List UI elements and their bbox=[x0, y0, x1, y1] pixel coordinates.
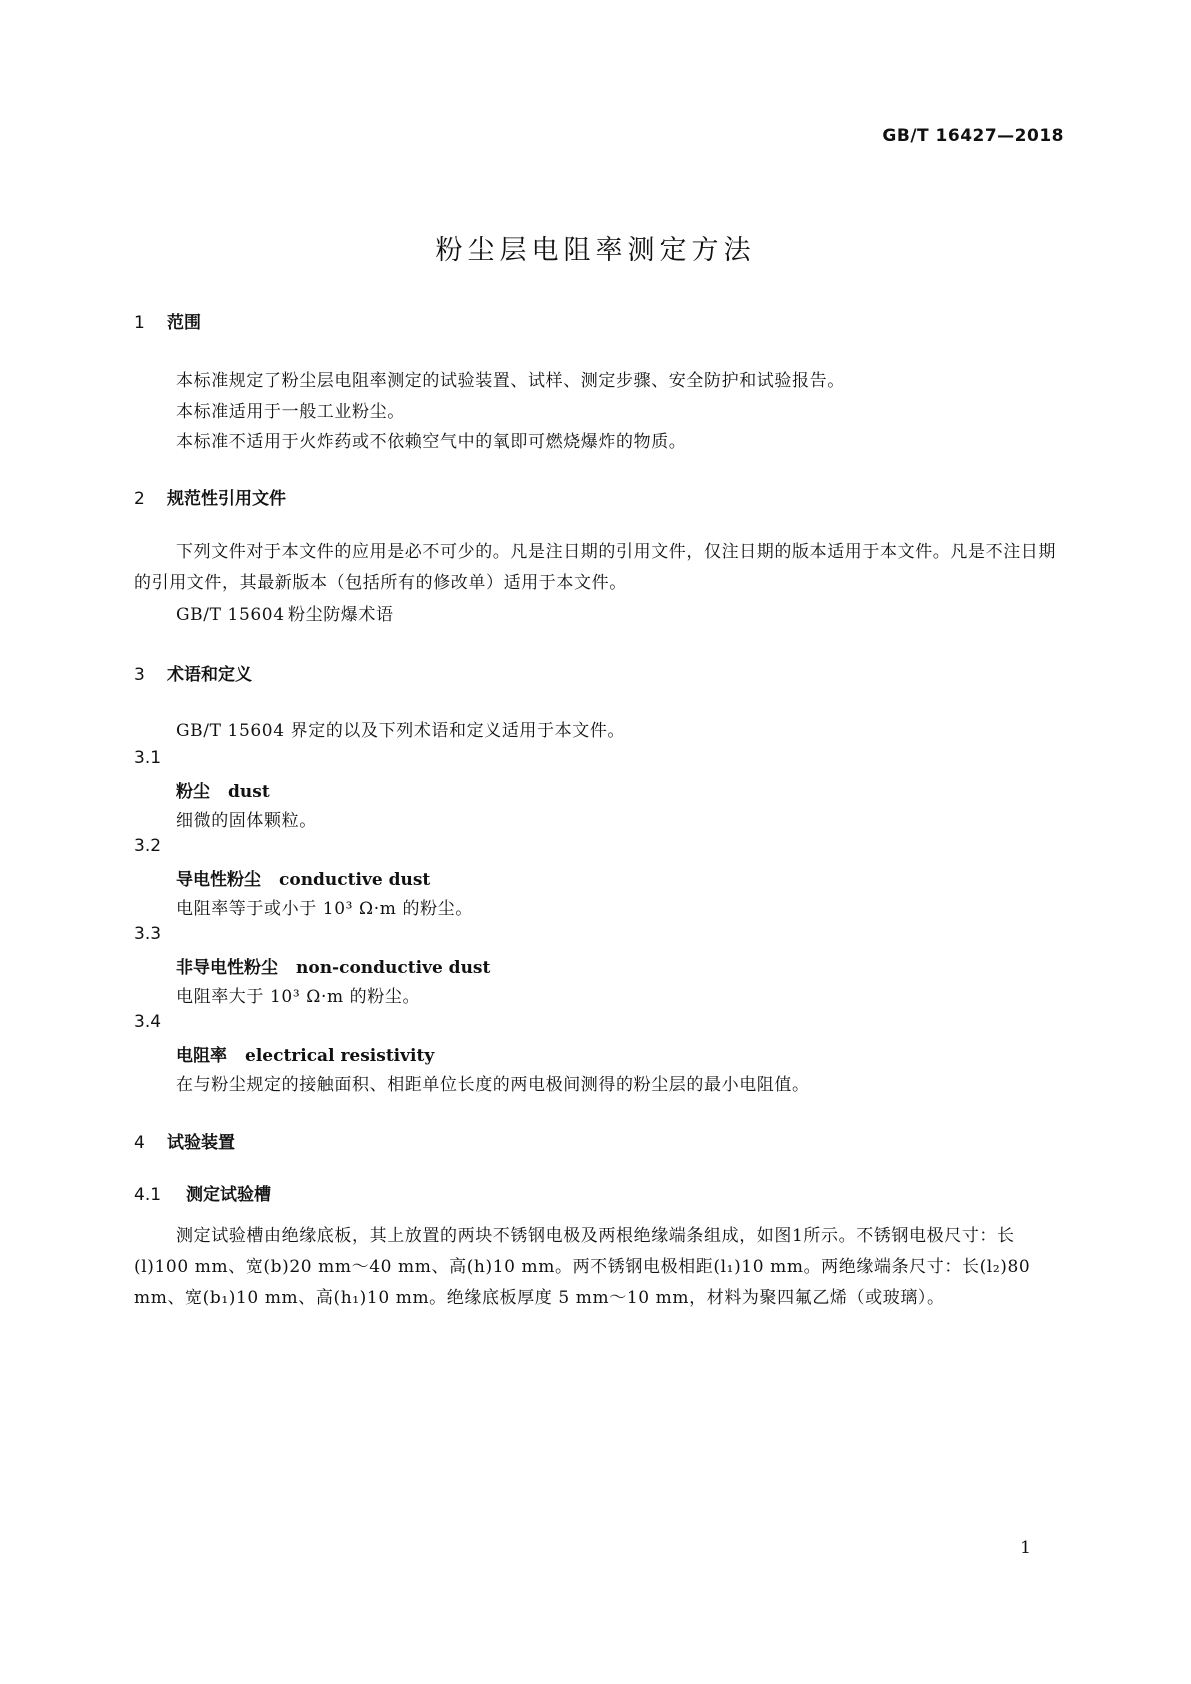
subsection-number: 4.1 bbox=[134, 1185, 162, 1205]
section-1-heading bbox=[134, 308, 201, 333]
section-number: 1 bbox=[134, 313, 145, 333]
document-title: 粉尘层电阻率测定方法 bbox=[435, 235, 756, 266]
section-title: 规范性引用文件 bbox=[167, 489, 286, 509]
section-number: 2 bbox=[134, 489, 145, 509]
normative-references-paragraph: 下列文件对于本文件的应用是必不可少的。凡是注日期的引用文件，仅注日期的版本适用于本文件。凡是不注日期的引用文件，其最新版本（包括所有的修改单）适用于本文件。 bbox=[134, 542, 1056, 593]
term-en: electrical resistivity bbox=[245, 1046, 435, 1066]
term-number: 3.2 bbox=[134, 836, 162, 856]
term-en: dust bbox=[228, 782, 270, 802]
term-zh: 粉尘 bbox=[176, 782, 210, 802]
term-title bbox=[176, 777, 270, 802]
section-number: 3 bbox=[134, 665, 145, 685]
term-zh: 非导电性粉尘 bbox=[176, 958, 278, 978]
term-title bbox=[176, 865, 430, 890]
term-number: 3.4 bbox=[134, 1012, 162, 1032]
terms-intro: GB/T 15604 界定的以及下列术语和定义适用于本文件。 bbox=[176, 721, 626, 741]
section-3-heading bbox=[134, 660, 252, 685]
section-title: 试验装置 bbox=[167, 1133, 235, 1153]
reference-entry bbox=[176, 600, 394, 625]
page-number: 1 bbox=[1020, 1538, 1031, 1558]
reference-code: GB/T 15604 bbox=[176, 605, 285, 625]
scope-line-2: 本标准适用于一般工业粉尘。 bbox=[176, 402, 405, 422]
section-title: 术语和定义 bbox=[167, 665, 252, 685]
term-number: 3.3 bbox=[134, 924, 162, 944]
section-title: 范围 bbox=[167, 313, 201, 333]
reference-name: 粉尘防爆术语 bbox=[288, 605, 394, 625]
scope-line-3: 本标准不适用于火炸药或不依赖空气中的氧即可燃烧爆炸的物质。 bbox=[176, 432, 687, 452]
subsection-4-1-heading bbox=[134, 1180, 271, 1205]
section-number: 4 bbox=[134, 1133, 145, 1153]
term-definition: 电阻率等于或小于 10³ Ω·m 的粉尘。 bbox=[176, 899, 473, 919]
term-en: conductive dust bbox=[279, 870, 431, 890]
term-definition: 在与粉尘规定的接触面积、相距单位长度的两电极间测得的粉尘层的最小电阻值。 bbox=[176, 1075, 810, 1095]
section-2-heading bbox=[134, 484, 286, 509]
term-title bbox=[176, 953, 490, 978]
test-cell-paragraph: 测定试验槽由绝缘底板，其上放置的两块不锈钢电极及两根绝缘端条组成，如图1所示。不锈钢电极尺寸：长(l)100 mm、宽(b)20 mm～40 mm、高(h)10 mm。两不锈钢电极相距(l₁)10 mm。两绝缘端条尺寸：长(l₂)80 mm、宽(b₁)10 mm、高(h₁)10 mm。绝缘底板厚度 5 mm～10 mm，材料为聚四氟乙烯（或玻璃）。 bbox=[134, 1226, 1031, 1308]
section-4-heading bbox=[134, 1128, 235, 1153]
standard-number: GB/T 16427—2018 bbox=[882, 126, 1064, 146]
term-zh: 导电性粉尘 bbox=[176, 870, 261, 890]
term-title bbox=[176, 1041, 434, 1066]
term-definition: 细微的固体颗粒。 bbox=[176, 811, 317, 831]
term-number: 3.1 bbox=[134, 748, 162, 768]
term-definition: 电阻率大于 10³ Ω·m 的粉尘。 bbox=[176, 987, 421, 1007]
scope-line-1: 本标准规定了粉尘层电阻率测定的试验装置、试样、测定步骤、安全防护和试验报告。 bbox=[176, 371, 845, 391]
term-en: non-conductive dust bbox=[296, 958, 491, 978]
subsection-title: 测定试验槽 bbox=[186, 1185, 271, 1205]
term-zh: 电阻率 bbox=[176, 1046, 227, 1066]
